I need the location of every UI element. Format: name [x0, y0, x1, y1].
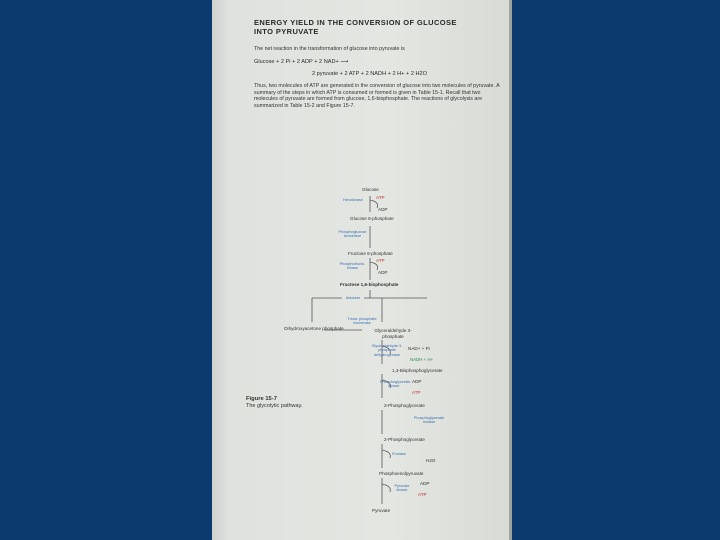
pyruvate-kinase-enzyme: Pyruvate kinase	[394, 484, 410, 493]
adp-formed-1: ADP	[378, 207, 388, 212]
phosphofructokinase-enzyme: Phosphofructo-kinase	[339, 262, 366, 271]
pyruvate-label: Pyruvate	[372, 508, 391, 513]
fructose-6-phosphate-label: Fructose 6-phosphate	[348, 251, 393, 256]
enolase-enzyme: Enolase	[392, 452, 406, 456]
dhap-label: Dihydroxyacetone phosphate	[284, 326, 344, 331]
title-line-2: INTO PYRUVATE	[254, 27, 319, 36]
adp-consumed-3: ADP	[412, 379, 422, 384]
phosphoenolpyruvate-label: Phosphoenolpyruvate	[379, 471, 424, 476]
3-phosphoglycerate-label: 3-Phosphoglycerate	[384, 403, 425, 408]
page-edge-shadow	[509, 0, 512, 540]
fructose-1-6-bisphosphate-label: Fructose 1,6-bisphosphate	[340, 282, 399, 287]
phosphoglucose-isomerase-enzyme: Phosphoglucose isomerase	[338, 230, 367, 239]
atp-formed-4: ATP	[418, 492, 427, 497]
phosphoglycerate-mutase-enzyme: Phosphoglycerate mutase	[413, 416, 445, 425]
adp-formed-2: ADP	[378, 270, 388, 275]
equation-line-1: Glucose + 2 Pi + 2 ADP + 2 NAD+ ⟶	[254, 59, 349, 65]
triose-phosphate-isomerase-enzyme: Triose phosphate isomerase	[347, 317, 377, 326]
glucose-label: Glucose	[362, 187, 379, 192]
adp-consumed-4: ADP	[420, 481, 430, 486]
phosphoglycerate-kinase-enzyme: Phosphoglycerate kinase	[380, 380, 411, 389]
glucose-6-phosphate-label: Glucose 6-phosphate	[350, 216, 394, 221]
atp-consumed-1: ATP	[376, 195, 385, 200]
hexokinase-enzyme: Hexokinase	[343, 198, 363, 202]
equation-line-2: 2 pyruvate + 2 ATP + 2 NADH + 2 H+ + 2 H2O	[312, 71, 427, 77]
2-phosphoglycerate-label: 2-Phosphoglycerate	[384, 437, 425, 442]
figure-number: Figure 15-7	[246, 396, 277, 402]
figure-caption-text: The glycolytic pathway.	[246, 403, 303, 409]
intro-paragraph: The net reaction in the transformation of glucose into pyruvate is	[254, 46, 405, 52]
nadh-formed: NADH + H+	[410, 357, 434, 362]
1-3-bisphosphoglycerate-label: 1,3-Bisphosphoglycerate	[392, 368, 443, 373]
nad-pi-consumed: NAD+ + Pi	[408, 346, 430, 351]
aldolase-enzyme: Aldolase	[342, 296, 364, 300]
title-line-1: ENERGY YIELD IN THE CONVERSION OF GLUCOSE	[254, 18, 457, 27]
book-page	[212, 0, 509, 540]
figure-caption	[246, 396, 302, 410]
gapdh-enzyme: Glyceraldehyde 3-phosphate dehydrogenase	[371, 344, 403, 357]
atp-consumed-2: ATP	[376, 258, 385, 263]
g3p-label: Glyceraldehyde 3-phosphate	[374, 328, 412, 339]
body-paragraph: Thus, two molecules of ATP are generated in the conversion of glucose into two molecules of pyruvate. A summary of the steps in which ATP is consumed or formed is given in Table 15-1. Recall that two molecules of pyruvate are formed from glucose, 1,6-bisphosphate. The reactions of glycolysis are summarized in Table 15-2 and Figure 15-7.	[254, 83, 500, 109]
water-formed: H2O	[426, 458, 436, 463]
atp-formed-3: ATP	[412, 390, 421, 395]
